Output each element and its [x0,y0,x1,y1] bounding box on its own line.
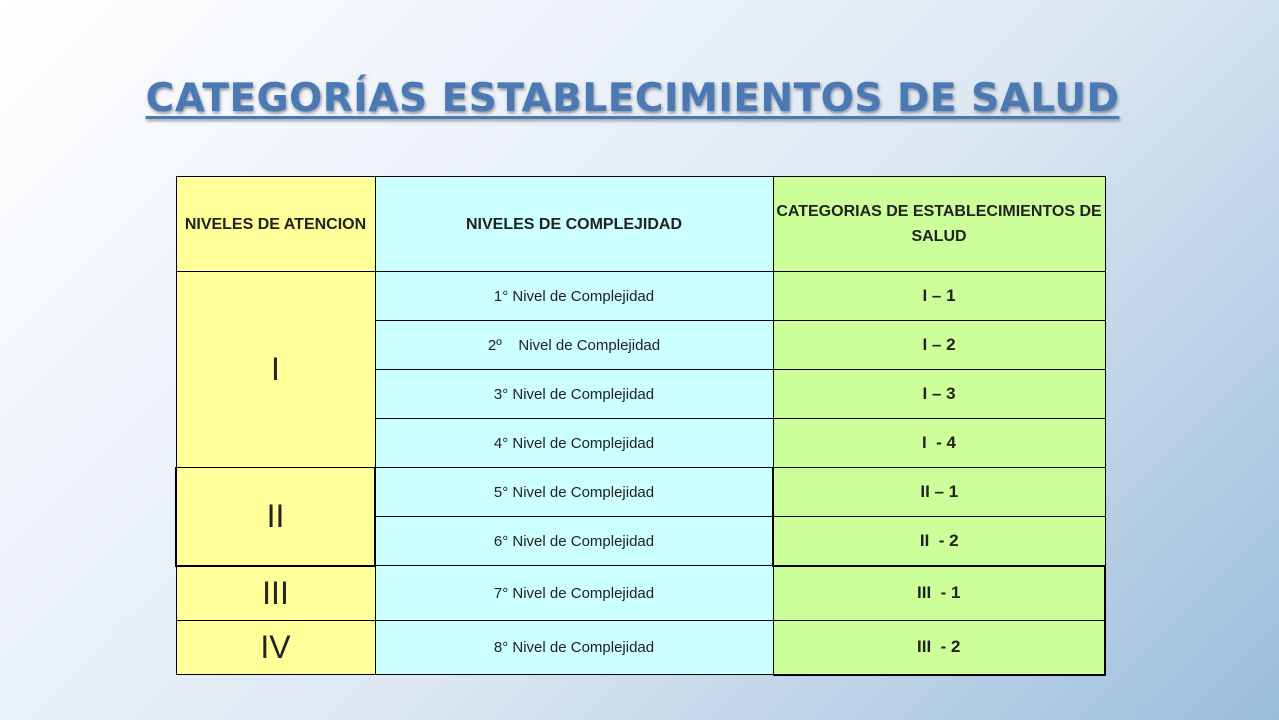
complejidad-cell: 8° Nivel de Complejidad [375,621,773,675]
complejidad-cell: 1° Nivel de Complejidad [375,272,773,321]
complejidad-cell: 7° Nivel de Complejidad [375,566,773,621]
categoria-cell: II - 2 [773,517,1105,566]
categoria-cell: III - 2 [773,621,1105,675]
complejidad-cell: 2º Nivel de Complejidad [375,321,773,370]
complejidad-cell: 5° Nivel de Complejidad [375,468,773,517]
complejidad-cell: 3° Nivel de Complejidad [375,370,773,419]
complejidad-cell: 4° Nivel de Complejidad [375,419,773,468]
page-title: CATEGORÍAS ESTABLECIMIENTOS DE SALUD [145,76,1120,121]
categories-table [175,176,1106,676]
header-niveles-atencion: NIVELES DE ATENCION [176,177,375,272]
categoria-cell: I - 4 [773,419,1105,468]
categoria-cell: I – 2 [773,321,1105,370]
nivel-atencion-cell: III [176,566,375,621]
nivel-atencion-cell: IV [176,621,375,675]
complejidad-cell: 6° Nivel de Complejidad [375,517,773,566]
nivel-atencion-cell: I [176,272,375,468]
header-categorias: CATEGORIAS DE ESTABLECIMIENTOS DE SALUD [773,177,1105,272]
categoria-cell: III - 1 [773,566,1105,621]
nivel-atencion-cell: II [176,468,375,566]
categoria-cell: I – 3 [773,370,1105,419]
categoria-cell: I – 1 [773,272,1105,321]
header-niveles-complejidad: NIVELES DE COMPLEJIDAD [375,177,773,272]
categoria-cell: II – 1 [773,468,1105,517]
